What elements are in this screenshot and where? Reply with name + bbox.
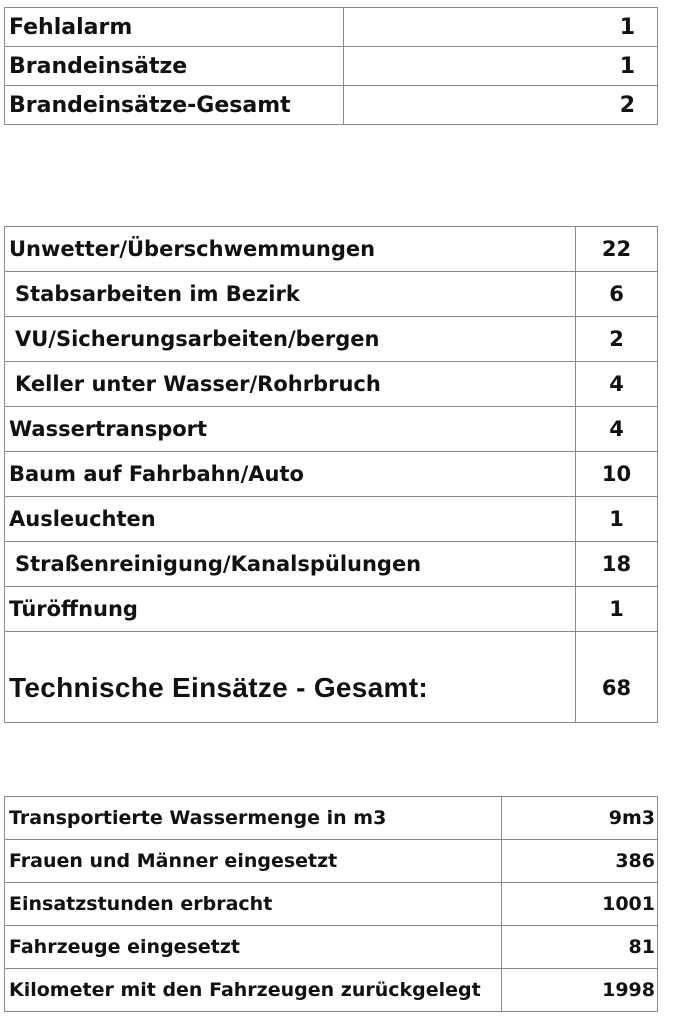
- row-value: 1001: [502, 883, 658, 926]
- row-value: 10: [576, 452, 658, 497]
- total-row: [5, 632, 658, 723]
- row-value: 2: [576, 317, 658, 362]
- table-row: [5, 407, 658, 452]
- table-row: [5, 47, 658, 86]
- table-row: [5, 362, 658, 407]
- table-row: [5, 926, 658, 969]
- row-label: Ausleuchten: [5, 497, 576, 542]
- table-row: [5, 969, 658, 1012]
- table-row: [5, 797, 658, 840]
- row-label: Baum auf Fahrbahn/Auto: [5, 452, 576, 497]
- table-row: [5, 452, 658, 497]
- table-row: [5, 86, 658, 125]
- table-row: [5, 840, 658, 883]
- total-value: 68: [576, 632, 658, 723]
- row-value: 1: [344, 8, 658, 47]
- row-value: 4: [576, 407, 658, 452]
- row-label: Türöffnung: [5, 587, 576, 632]
- row-label: Stabsarbeiten im Bezirk: [5, 272, 576, 317]
- total-label: Technische Einsätze - Gesamt:: [5, 632, 576, 723]
- table-row: [5, 497, 658, 542]
- row-value: 2: [344, 86, 658, 125]
- table-row: [5, 542, 658, 587]
- technische-einsaetze-table: [4, 226, 658, 723]
- table-row: [5, 587, 658, 632]
- table-row: [5, 227, 658, 272]
- row-value: 1998: [502, 969, 658, 1012]
- row-value: 4: [576, 362, 658, 407]
- row-label: Wassertransport: [5, 407, 576, 452]
- row-label: Fehlalarm: [5, 8, 344, 47]
- row-label: Einsatzstunden erbracht: [5, 883, 502, 926]
- row-label: Fahrzeuge eingesetzt: [5, 926, 502, 969]
- row-label: VU/Sicherungsarbeiten/bergen: [5, 317, 576, 362]
- table-row: [5, 317, 658, 362]
- row-label: Unwetter/Überschwemmungen: [5, 227, 576, 272]
- row-label: Straßenreinigung/Kanalspülungen: [5, 542, 576, 587]
- statistik-table: [4, 796, 658, 1012]
- row-value: 81: [502, 926, 658, 969]
- row-value: 386: [502, 840, 658, 883]
- row-value: 1: [576, 497, 658, 542]
- row-value: 6: [576, 272, 658, 317]
- table-row: [5, 272, 658, 317]
- row-label: Transportierte Wassermenge in m3: [5, 797, 502, 840]
- table-row: [5, 883, 658, 926]
- table-row: [5, 8, 658, 47]
- row-value: 1: [344, 47, 658, 86]
- brand-einsaetze-table: [4, 7, 658, 125]
- row-label: Frauen und Männer eingesetzt: [5, 840, 502, 883]
- row-value: 18: [576, 542, 658, 587]
- row-value: 1: [576, 587, 658, 632]
- row-label: Brandeinsätze: [5, 47, 344, 86]
- row-label: Brandeinsätze-Gesamt: [5, 86, 344, 125]
- row-label: Keller unter Wasser/Rohrbruch: [5, 362, 576, 407]
- row-value: 9m3: [502, 797, 658, 840]
- row-value: 22: [576, 227, 658, 272]
- row-label: Kilometer mit den Fahrzeugen zurückgelegt: [5, 969, 502, 1012]
